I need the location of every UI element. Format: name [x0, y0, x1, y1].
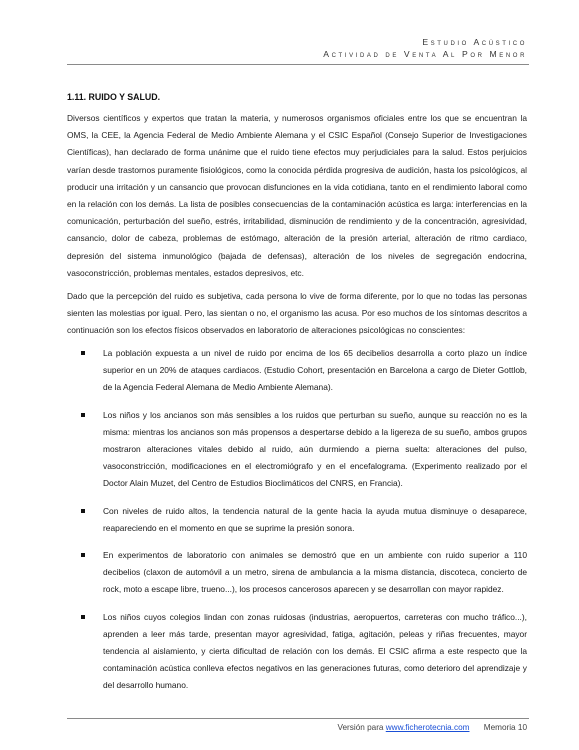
list-item-text: Los niños cuyos colegios lindan con zonas ruidosas (industrias, aeropuertos, carreteras con mucho tráfico...), aprenden a leer más tarde, presentan mayor agresividad, fatiga, agitación, peleas y riñas frecuentes, mayor tendencia al aislamiento, y cierta dificultad de relación con los demás. El CSIC afirma a este respecto que la contaminación acústica conlleva efectos negativos en las generaciones futuras, como deterioro del aprendizaje y del desarrollo humano.: [103, 611, 527, 691]
effects-list: [67, 345, 527, 705]
list-item: [67, 345, 527, 397]
running-header: [323, 36, 527, 60]
header-line-1: Estudio Acústico: [422, 37, 527, 47]
body-paragraph-1: Diversos científicos y expertos que tratan la materia, y numerosos organismos oficiales entre los que se encuentran la OMS, la CEE, la Agencia Federal de Medio Ambiente Alemana y el CSIC Español (Consejo Superior de Investigaciones Científicas), han declarado de forma unánime que el ruido tiene efectos muy perjudiciales para la salud. Estos perjuicios varían desde trastornos puramente fisiológicos, como la conocida pérdida progresiva de audición, hasta los psicológicos, al producir una irritación y un cansancio que provocan disfunciones en la vida cotidiana, tanto en el rendimiento laboral como en la relación con los demás. La lista de posibles consecuencias de la contaminación acústica es larga: interferencias en la comunicación, perturbación del sueño, estrés, irritabilidad, disminución de rendimiento y de la concentración, agresividad, cansancio, dolor de cabeza, problemas de estómago, alteración de la presión arterial, alteración de ritmo cardiaco, depresión del sistema inmunológico (bajada de defensas), alteración de los niveles de segregación endocrina, vasoconstricción, problemas mentales, estados depresivos, etc.: [67, 113, 527, 278]
list-item-text: Los niños y los ancianos son más sensibles a los ruidos que perturban su sueño, aunque su reacción no es la misma: mientras los ancianos son más propensos a despertarse debido a la ligereza de su sueño, ambos grupos mostraron alteraciones vitales debido al ruido, aún durmiendo a pierna suelta: alteraciones del pulso, vasoconstricción, modificaciones en el electromiógrafo y en el encefalograma. (Experimento realizado por el Doctor Alain Muzet, del Centro de Estudios Bioclimáticos del CNRS, en Francia).: [103, 409, 527, 489]
running-footer: [338, 723, 528, 732]
list-item: [67, 609, 527, 695]
bullet-square-icon: [81, 553, 85, 557]
body-paragraph-2: Dado que la percepción del ruido es subjetiva, cada persona lo vive de forma diferente, por lo que no todas las personas sienten las molestias por igual. Pero, las sientan o no, el organismo las acusa. Por eso muchos de los síntomas descritos a continuación son los efectos físicos observados en laboratorio de alteraciones psicológicas no conscientes:: [67, 291, 527, 336]
header-divider: [67, 64, 529, 65]
bullet-square-icon: [81, 615, 85, 619]
list-item: [67, 407, 527, 493]
footer-divider: [67, 718, 529, 719]
footer-website-link[interactable]: www.ficherotecnia.com: [385, 723, 470, 732]
section-title: 1.11. RUIDO Y SALUD.: [67, 92, 161, 102]
bullet-square-icon: [81, 413, 85, 417]
bullet-square-icon: [81, 351, 85, 355]
list-item: [67, 547, 527, 599]
page-number: Memoria 10: [483, 723, 527, 732]
header-line-2: Actividad de Venta Al Por Menor: [323, 49, 527, 59]
bullet-square-icon: [81, 509, 85, 513]
list-item-text: La población expuesta a un nivel de ruido por encima de los 65 decibelios desarrolla a corto plazo un índice superior en un 20% de ataques cardiacos. (Estudio Cohort, presentación en Barcelona a cargo de Dieter Gottlob, de la Agencia Federal Alemana de Medio Ambiente Alemana).: [103, 348, 527, 393]
list-item: [67, 503, 527, 537]
footer-prefix: Versión para: [337, 723, 386, 732]
list-item-text: En experimentos de laboratorio con animales se demostró que en un ambiente con ruido superior a 110 decibelios (claxon de automóvil a un metro, sirena de ambulancia a la misma distancia, discoteca, concierto de rock, moto a escape libre, trueno...), los procesos cancerosos aparecen y se desarrollan con mayor rapidez.: [103, 550, 527, 595]
list-item-text: Con niveles de ruido altos, la tendencia natural de la gente hacia la ayuda mutua disminuye o desaparece, reapareciendo en el momento en que se suprime la presión sonora.: [103, 505, 527, 533]
